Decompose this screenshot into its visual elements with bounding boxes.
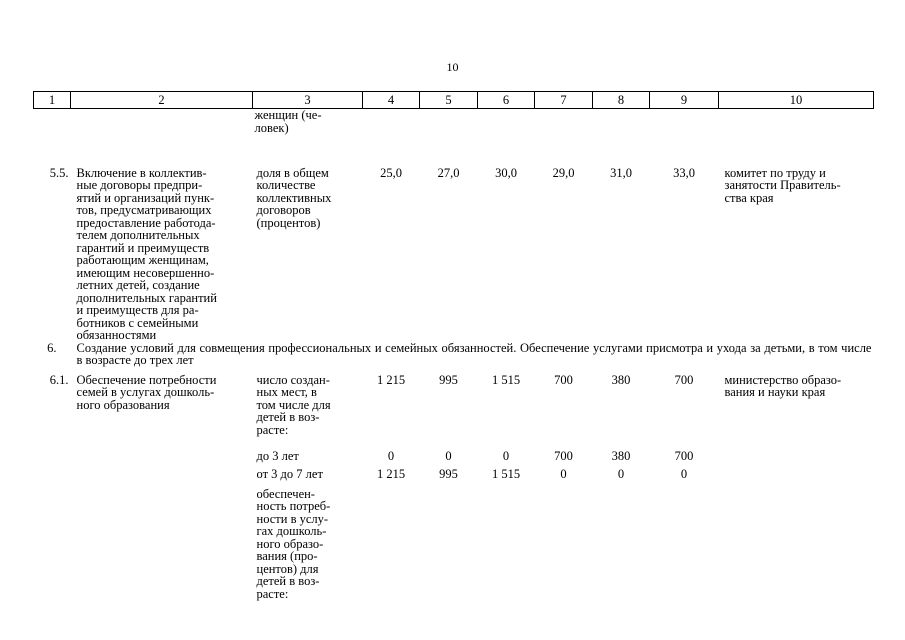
row-5-5 <box>34 167 874 342</box>
header-col-9: 9 <box>650 92 719 109</box>
row-3-to-7 <box>34 468 874 486</box>
row-6-1 <box>34 374 874 450</box>
section-title: Создание условий для совмещения профессиональных и семейных обязанностей. Обеспечение услугами присмотра и ухода за детьми, в том числе в возрасте до трех лет <box>76 340 872 367</box>
continuation-row <box>34 109 874 167</box>
value-col-9: 0 <box>680 466 688 481</box>
indicator: число создан- ных мест, в том числе для детей в воз- расте: <box>256 372 331 437</box>
header-col-1: 1 <box>34 92 71 109</box>
row-number: 6.1. <box>49 372 69 387</box>
value-col-7: 0 <box>560 466 567 481</box>
row-under-3 <box>34 450 874 468</box>
value-col-4: 1 215 <box>376 372 406 387</box>
indicator: доля в общем количестве коллективных договоров (процентов) <box>256 165 332 230</box>
sub-indicator: до 3 лет <box>256 448 299 463</box>
value-col-9: 33,0 <box>673 165 695 180</box>
value-col-9: 700 <box>674 372 694 387</box>
header-col-8: 8 <box>593 92 650 109</box>
value-col-8: 0 <box>617 466 625 481</box>
header-col-4: 4 <box>363 92 420 109</box>
section-6-row <box>34 342 874 374</box>
value-col-8: 31,0 <box>610 165 632 180</box>
header-col-3: 3 <box>253 92 363 109</box>
value-col-8: 380 <box>611 372 631 387</box>
executor: министерство образо- вания и науки края <box>724 372 842 399</box>
value-col-5: 995 <box>439 372 458 387</box>
value-col-4: 0 <box>387 448 395 463</box>
value-col-5: 995 <box>439 466 458 481</box>
executor: комитет по труду и занятости Правитель- ства края <box>724 165 841 205</box>
value-col-6: 0 <box>502 448 510 463</box>
value-col-5: 27,0 <box>437 165 460 180</box>
value-col-7: 700 <box>554 372 573 387</box>
sub-indicator: обеспечен- ность потреб- ности в услу- гах дошколь- ного образо- вания (про- центов) для детей в воз- расте: <box>256 486 331 601</box>
row-number: 5.5. <box>49 165 69 180</box>
header-col-2: 2 <box>71 92 253 109</box>
column-number-header-row <box>34 92 874 109</box>
measures-table <box>33 91 874 600</box>
measure-name: Включение в коллектив- ные договоры предпри- ятий и организаций пунк- тов, предусматривающих предоставление работода- телем дополнительных гарантий и преимуществ работающим женщинам, имеющим несовершенно- летних детей, создание дополнительных гарантий и преимуществ для ра- ботников с семейными обязанностями <box>76 165 217 342</box>
measure-name: Обеспечение потребности семей в услугах дошколь- ного образования <box>76 372 217 412</box>
value-col-4: 1 215 <box>376 466 406 481</box>
row-provision <box>34 486 874 601</box>
page-number: 10 <box>446 60 459 74</box>
value-col-4: 25,0 <box>380 165 402 180</box>
value-col-7: 29,0 <box>552 165 575 180</box>
sub-indicator: от 3 до 7 лет <box>256 466 323 481</box>
value-col-8: 380 <box>611 448 631 463</box>
value-col-7: 700 <box>554 448 573 463</box>
header-col-7: 7 <box>535 92 593 109</box>
header-col-10: 10 <box>719 92 874 109</box>
continuation-indicator: женщин (че- ловек) <box>254 108 322 135</box>
value-col-6: 30,0 <box>495 165 517 180</box>
header-col-6: 6 <box>478 92 535 109</box>
value-col-6: 1 515 <box>491 466 521 481</box>
value-col-9: 700 <box>674 448 694 463</box>
header-col-5: 5 <box>420 92 478 109</box>
section-number: 6. <box>47 340 57 355</box>
value-col-5: 0 <box>445 448 452 463</box>
value-col-6: 1 515 <box>491 372 521 387</box>
